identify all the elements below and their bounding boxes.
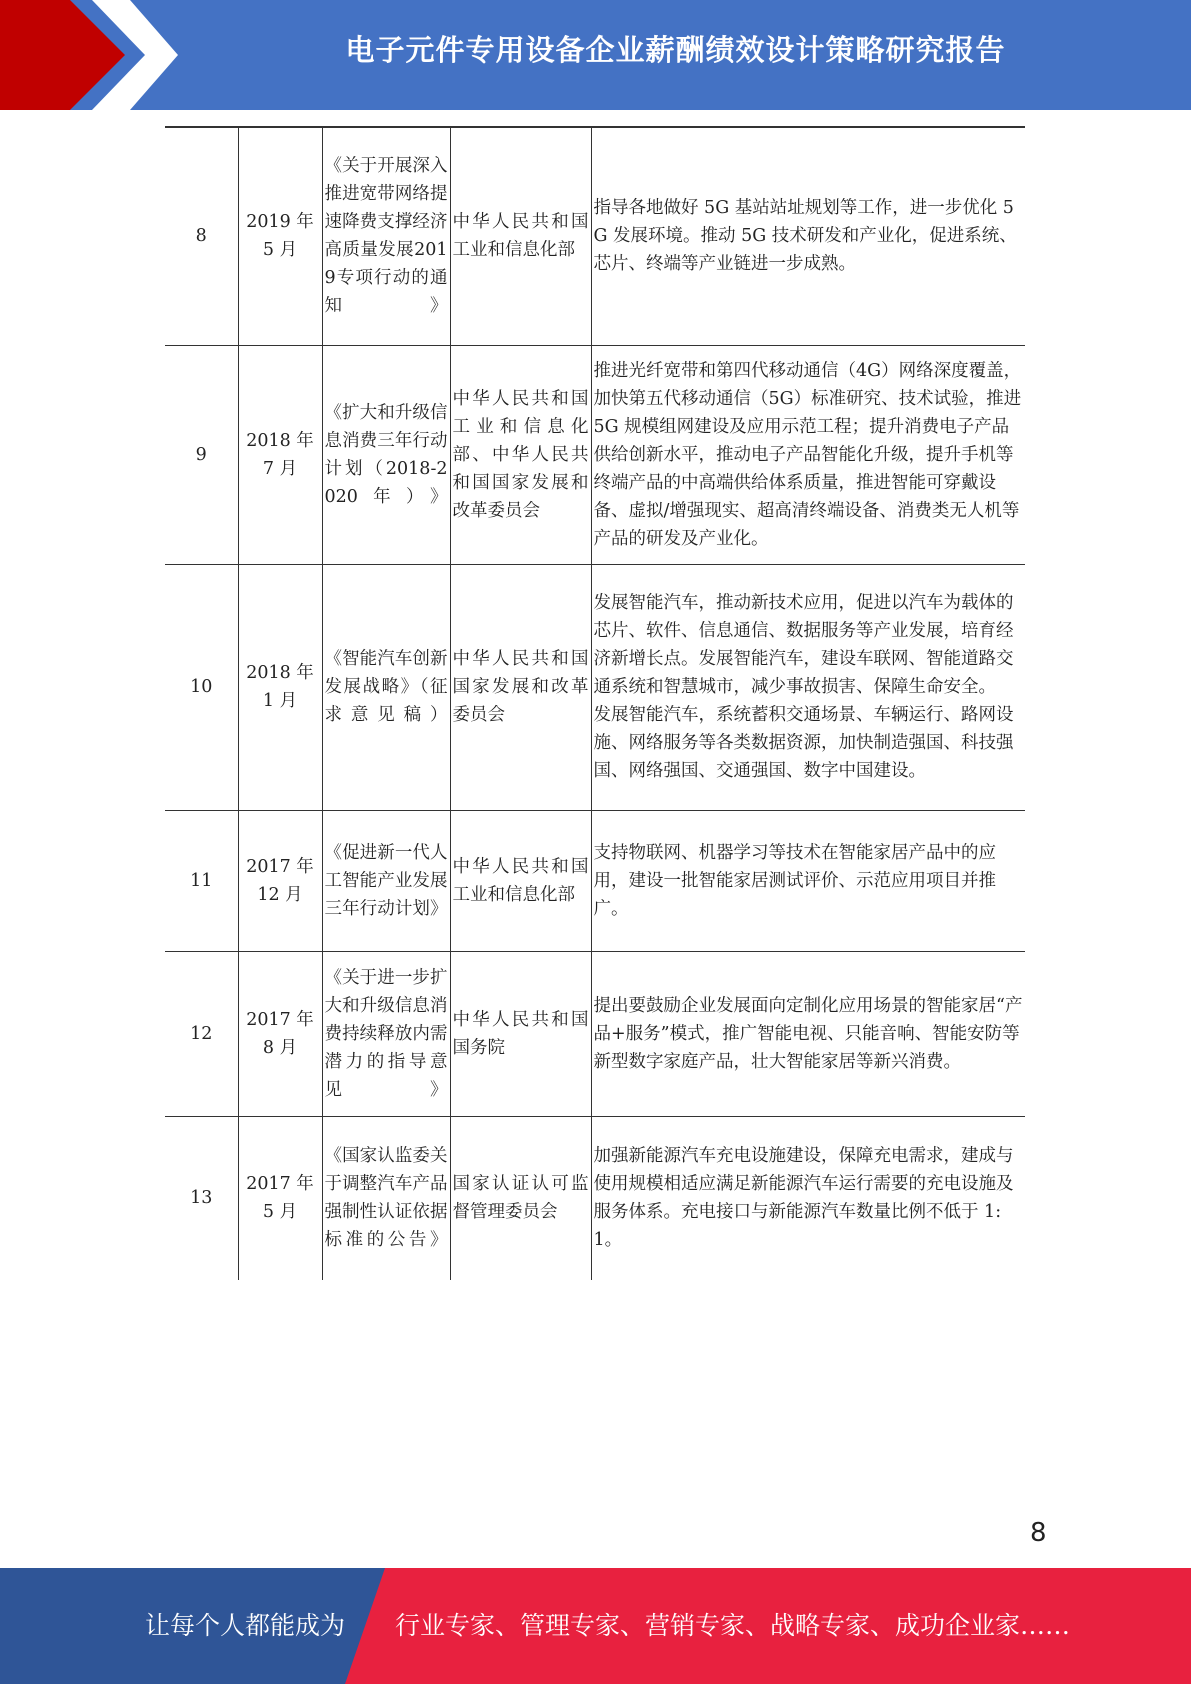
issue-date: 2017 年 5 月	[238, 1116, 322, 1280]
issuing-agency: 中华人民共和国国家发展和改革委员会	[450, 564, 591, 810]
table-row	[165, 127, 1025, 345]
row-number: 8	[165, 127, 238, 345]
row-number: 11	[165, 810, 238, 951]
policy-title: 《关于进一步扩大和升级信息消费持续释放内需潜力的指导意见》	[322, 951, 450, 1116]
policy-title: 《扩大和升级信息消费三年行动计划（2018-2020年）》	[322, 345, 450, 564]
policy-title: 《关于开展深入推进宽带网络提速降费支撑经济高质量发展2019专项行动的通知》	[322, 127, 450, 345]
issuing-agency: 中华人民共和国工业和信息化部	[450, 810, 591, 951]
row-number: 13	[165, 1116, 238, 1280]
issue-date: 2019 年 5 月	[238, 127, 322, 345]
policy-content: 提出要鼓励企业发展面向定制化应用场景的智能家居“产品+服务”模式，推广智能电视、只能音响、智能安防等新型数字家庭产品，壮大智能家居等新兴消费。	[591, 951, 1025, 1116]
policy-title: 《促进新一代人工智能产业发展三年行动计划》	[322, 810, 450, 951]
table-row	[165, 1116, 1025, 1280]
table-row	[165, 345, 1025, 564]
issuing-agency: 中华人民共和国工业和信息化部、中华人民共和国国家发展和改革委员会	[450, 345, 591, 564]
policy-content: 指导各地做好 5G 基站站址规划等工作，进一步优化 5G 发展环境。推动 5G 技术研发和产业化，促进系统、芯片、终端等产业链进一步成熟。	[591, 127, 1025, 345]
issue-date: 2017 年 12 月	[238, 810, 322, 951]
policy-content: 加强新能源汽车充电设施建设，保障充电需求，建成与使用规模相适应满足新能源汽车运行需要的充电设施及服务体系。充电接口与新能源汽车数量比例不低于 1:1。	[591, 1116, 1025, 1280]
issue-date: 2018 年 1 月	[238, 564, 322, 810]
page-footer	[0, 1568, 1191, 1684]
issue-date: 2017 年 8 月	[238, 951, 322, 1116]
policy-content: 支持物联网、机器学习等技术在智能家居产品中的应用，建设一批智能家居测试评价、示范应用项目并推广。	[591, 810, 1025, 951]
table-row	[165, 564, 1025, 810]
page-header	[0, 0, 1191, 110]
policy-content-paragraph: 发展智能汽车，推动新技术应用，促进以汽车为载体的芯片、软件、信息通信、数据服务等产业发展，培育经济新增长点。发展智能汽车，建设车联网、智能道路交通系统和智慧城市，减少事故损害、保障生命安全。	[593, 593, 1014, 697]
issuing-agency: 中华人民共和国工业和信息化部	[450, 127, 591, 345]
page-number: 8	[1030, 1518, 1047, 1548]
policy-content-paragraph: 发展智能汽车，系统蓄积交通场景、车辆运行、路网设施、网络服务等各类数据资源，加快制造强国、科技强国、网络强国、交通强国、数字中国建设。	[593, 705, 1014, 781]
report-title: 电子元件专用设备企业薪酬绩效设计策略研究报告	[345, 33, 1006, 67]
footer-slogan-right: 行业专家、管理专家、营销专家、战略专家、成功企业家……	[395, 1611, 1071, 1640]
policy-title: 《智能汽车创新发展战略》（征求意见稿）	[322, 564, 450, 810]
row-number: 9	[165, 345, 238, 564]
policy-title: 《国家认监委关于调整汽车产品强制性认证依据标准的公告》	[322, 1116, 450, 1280]
policy-table	[165, 126, 1025, 1280]
policy-content	[591, 564, 1025, 810]
issuing-agency: 中华人民共和国国务院	[450, 951, 591, 1116]
table-row	[165, 951, 1025, 1116]
row-number: 10	[165, 564, 238, 810]
row-number: 12	[165, 951, 238, 1116]
policy-content: 推进光纤宽带和第四代移动通信（4G）网络深度覆盖，加快第五代移动通信（5G）标准研究、技术试验，推进 5G 规模组网建设及应用示范工程；提升消费电子产品供给创新水平，推动电子产品智能化升级，提升手机等终端产品的中高端供给体系质量，推进智能可穿戴设备、虚拟/增强现实、超高清终端设备、消费类无人机等产品的研发及产业化。	[591, 345, 1025, 564]
issue-date: 2018 年 7 月	[238, 345, 322, 564]
issuing-agency: 国家认证认可监督管理委员会	[450, 1116, 591, 1280]
footer-slogan-left: 让每个人都能成为	[144, 1611, 345, 1640]
table-row	[165, 810, 1025, 951]
